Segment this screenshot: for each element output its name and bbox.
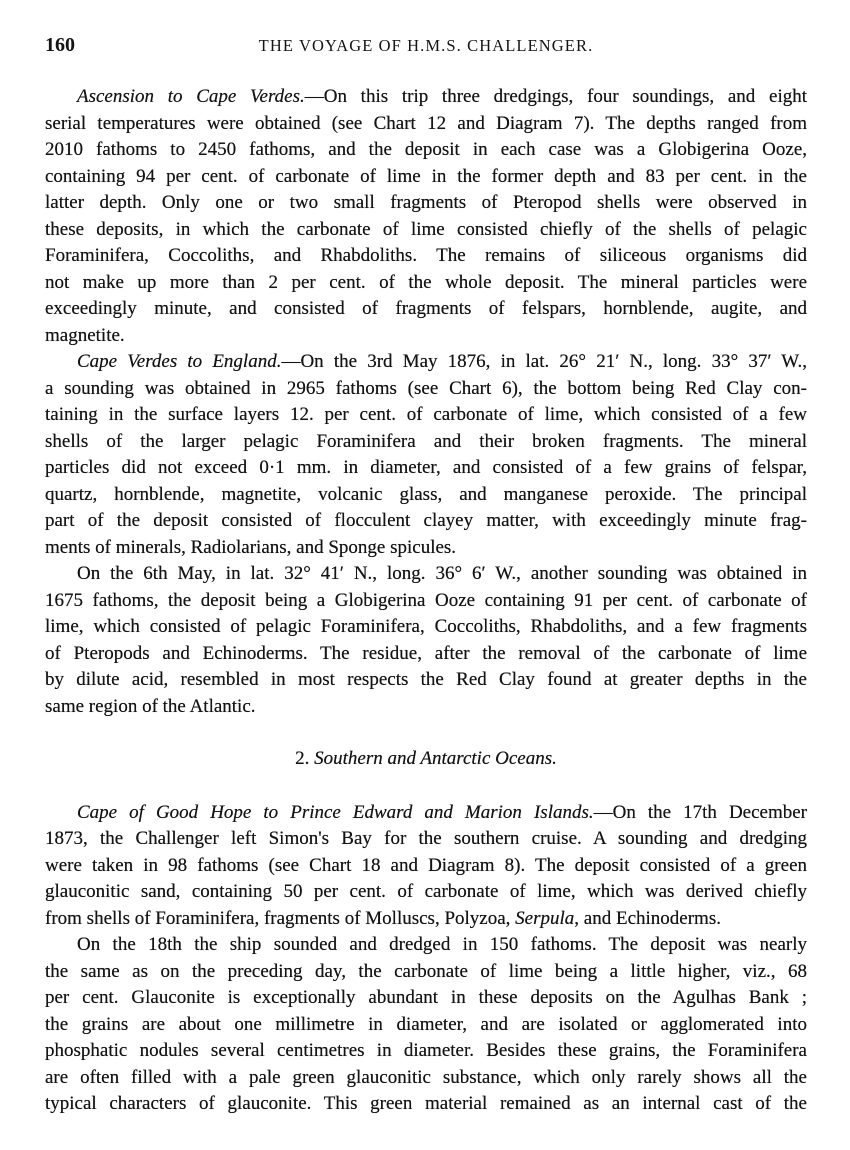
text-run: same region of the Atlantic. xyxy=(45,695,256,717)
text-run: latter depth. Only one or two small fragments of Pteropod shells were observed in xyxy=(45,192,807,213)
text-run: a sounding was obtained in 2965 fathoms (see Chart 6), the bottom being Red Clay con- xyxy=(45,377,807,399)
text-run: 2. xyxy=(295,748,315,769)
text-line xyxy=(45,1038,807,1065)
text-run: shells of the larger pelagic Foraminifera and their broken fragments. The mineral xyxy=(45,430,807,452)
text-run: quartz, hornblende, magnetite, volcanic glass, and manganese peroxide. The principal xyxy=(45,483,807,505)
paragraph xyxy=(45,561,807,720)
text-run: particles did not exceed 0·1 mm. in diameter, and consisted of a few grains of felspar, xyxy=(45,457,807,478)
text-run: were taken in 98 fathoms (see Chart 18 and Diagram 8). The deposit consisted of a green xyxy=(45,854,807,876)
section-heading xyxy=(45,746,807,773)
text-line xyxy=(45,1091,807,1118)
text-run: serial temperatures were obtained (see Chart 12 and Diagram 7). The depths ranged from xyxy=(45,112,807,134)
text-line xyxy=(45,323,807,350)
italic-text: Cape of Good Hope to Prince Edward and Marion Islands. xyxy=(77,801,594,823)
text-line xyxy=(45,906,807,933)
text-run: 2010 fathoms to 2450 fathoms, and the deposit in each case was a Globigerina Ooze, xyxy=(45,139,807,160)
italic-text: Ascension to Cape Verdes. xyxy=(77,86,305,107)
paragraph xyxy=(45,932,807,1118)
text-line xyxy=(45,402,807,429)
text-run: —On the 3rd May 1876, in lat. 26° 21′ N., long. 33° 37′ W., xyxy=(281,351,807,372)
text-line xyxy=(45,1065,807,1092)
text-line xyxy=(45,111,807,138)
text-run: typical characters of glauconite. This green material remained as an internal cast of the xyxy=(45,1093,807,1114)
text-run: these deposits, in which the carbonate of lime consisted chiefly of the shells of pelagic xyxy=(45,218,807,240)
text-run: part of the deposit consisted of flocculent clayey matter, with exceedingly minute frag- xyxy=(45,510,807,531)
text-run: 1873, the Challenger left Simon's Bay for the southern cruise. A sounding and dredging xyxy=(45,828,807,849)
text-line xyxy=(45,164,807,191)
text-run: per cent. Glauconite is exceptionally abundant in these deposits on the Agulhas Bank ; xyxy=(45,987,807,1008)
text-run: —On the 17th December xyxy=(593,801,808,823)
text-line xyxy=(45,243,807,270)
running-head xyxy=(45,34,807,60)
text-line xyxy=(45,853,807,880)
text-line xyxy=(45,376,807,403)
text-line xyxy=(45,879,807,906)
text-line xyxy=(45,270,807,297)
text-run: ments of minerals, Radiolarians, and Sponge spicules. xyxy=(45,536,457,558)
italic-text: Southern and Antarctic Oceans. xyxy=(314,748,557,769)
text-run: are often filled with a pale green glauconitic substance, which only rarely shows all the xyxy=(45,1066,807,1088)
body-text xyxy=(45,84,807,1118)
text-line xyxy=(45,137,807,164)
text-line xyxy=(295,748,557,769)
text-run: of Pteropods and Echinoderms. The residue, after the removal of the carbonate of lime xyxy=(45,642,807,664)
italic-text: Cape Verdes to England. xyxy=(77,351,282,372)
text-run: taining in the surface layers 12. per cent. of carbonate of lime, which consisted of a few xyxy=(45,404,807,425)
text-run: from shells of Foraminifera, fragments of Molluscs, Polyzoa, xyxy=(45,907,516,929)
text-run: On the 18th the ship sounded and dredged in 150 fathoms. The deposit was nearly xyxy=(77,934,807,955)
text-line xyxy=(45,826,807,853)
text-line xyxy=(45,429,807,456)
text-run: by dilute acid, resembled in most respects the Red Clay found at greater depths in the xyxy=(45,669,807,690)
text-run: not make up more than 2 per cent. of the whole deposit. The mineral particles were xyxy=(45,271,807,293)
text-run: containing 94 per cent. of carbonate of lime in the former depth and 83 per cent. in the xyxy=(45,165,807,187)
text-line xyxy=(45,561,807,588)
running-title: THE VOYAGE OF H.M.S. CHALLENGER. xyxy=(258,36,594,55)
text-line xyxy=(45,1012,807,1039)
text-line xyxy=(45,482,807,509)
text-run: phosphatic nodules several centimetres in diameter. Besides these grains, the Foraminifera xyxy=(45,1040,807,1061)
text-run: glauconitic sand, containing 50 per cent. of carbonate of lime, which was derived chiefly xyxy=(45,881,807,902)
text-line xyxy=(45,84,807,111)
text-run: Foraminifera, Coccoliths, and Rhabdoliths. The remains of siliceous organisms did xyxy=(45,245,807,266)
text-run: On the 6th May, in lat. 32° 41′ N., long. 36° 6′ W., another sounding was obtained in xyxy=(77,563,807,584)
text-run: the grains are about one millimetre in diameter, and are isolated or agglomerated into xyxy=(45,1013,807,1035)
text-run: lime, which consisted of pelagic Foraminifera, Coccoliths, Rhabdoliths, and a few fragments xyxy=(45,616,807,637)
text-line xyxy=(45,694,807,721)
paragraph xyxy=(45,84,807,349)
text-line xyxy=(45,190,807,217)
text-line xyxy=(45,296,807,323)
text-line xyxy=(45,667,807,694)
text-line xyxy=(45,535,807,562)
text-line xyxy=(45,508,807,535)
paragraph xyxy=(45,349,807,561)
text-line xyxy=(45,985,807,1012)
text-run: , and Echinoderms. xyxy=(574,907,721,929)
text-run: —On this trip three dredgings, four soundings, and eight xyxy=(304,86,808,107)
text-run: 1675 fathoms, the deposit being a Globigerina Ooze containing 91 per cent. of carbonate of xyxy=(45,589,807,611)
text-run: exceedingly minute, and consisted of fragments of felspars, hornblende, augite, and xyxy=(45,298,807,319)
text-run: magnetite. xyxy=(45,324,125,346)
text-line xyxy=(45,959,807,986)
text-line xyxy=(45,455,807,482)
italic-text: Serpula xyxy=(515,907,575,929)
page-number: 160 xyxy=(45,34,75,56)
text-run: the same as on the preceding day, the carbonate of lime being a little higher, viz., 68 xyxy=(45,960,807,982)
text-line xyxy=(45,641,807,668)
text-line xyxy=(45,614,807,641)
text-line xyxy=(45,932,807,959)
text-line xyxy=(45,588,807,615)
paragraph xyxy=(45,800,807,933)
text-line xyxy=(45,217,807,244)
text-line xyxy=(45,800,807,827)
text-line xyxy=(45,349,807,376)
